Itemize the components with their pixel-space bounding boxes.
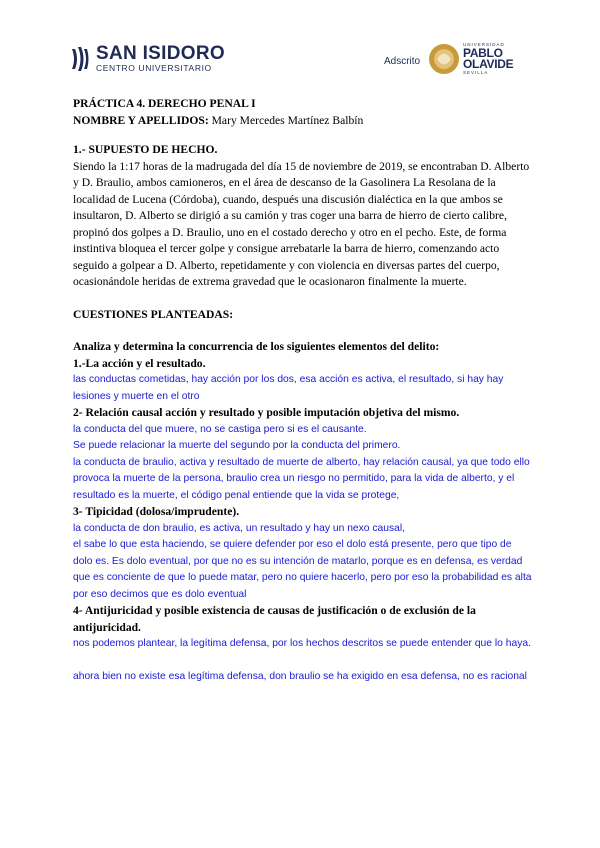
section2-heading: CUESTIONES PLANTEADAS: [73,307,234,321]
answer-2-3: la conducta de braulio, activa y resultado de muerte de alberto, hay relación causal, ya que todo ello provoca la muerte de la persona, braulio crea un riesgo no permitido, para la vida de alberto, y el resultado es la muerte, el código penal entiende que la vida se protege, [73,456,530,501]
san-isidoro-logo [70,44,225,74]
answer-1: las conductas cometidas, hay acción por los dos, esa acción es activa, el resultado, si hay hay lesiones y muerte en el otro [73,374,504,402]
adscrito-label: Adscrito [384,56,421,67]
questions-intro: Analiza y determina la concurrencia de los siguientes elementos del delito: [73,340,440,353]
question-4: 4- Antijuricidad y posible existencia de causas de justificación o de exclusión de la antijuricidad. [73,604,476,634]
name-line [73,113,533,130]
upo-line1: PABLO [463,46,503,60]
doc-title: PRÁCTICA 4. DERECHO PENAL I [73,97,256,110]
name-label: NOMBRE Y APELLIDOS: [73,113,209,127]
name-value: Mary Mercedes Martínez Balbín [211,113,364,127]
answer-4-2: ahora bien no existe esa legítima defensa, don braulio se ha exigido en esa defensa, no es racional [73,670,527,682]
answer-3-2: el sabe lo que esta haciendo, se quiere defender por eso el dolo está presente, pero que tipo de dolo es. Es dolo eventual, por que no es su intención de matarlo, porque es en defensa, es verdad que es conciente de que lo puede matar, pero no quiere hacerlo, pero por eso la probabilidad es alta por eso decimos que es dolo eventual [73,539,532,600]
upo-small-bottom: SEVILLA [463,70,489,75]
logo-name: SAN ISIDORO [96,43,225,64]
logo-subtitle: CENTRO UNIVERSITARIO [96,63,212,73]
answer-2-2: Se puede relacionar la muerte del segundo por la conducta del primero. [73,440,401,451]
document-body [73,96,533,685]
question-3: 3- Tipicidad (dolosa/imprudente). [73,505,240,518]
upo-line2: OLAVIDE [463,57,514,71]
answer-4-1: nos podemos plantear, la legítima defensa, por los hechos descritos se puede entender que lo haya. [73,638,531,649]
answer-3-1: la conducta de don braulio, es activa, un resultado y hay un nexo causal, [73,522,406,534]
section1-text: Siendo la 1:17 horas de la madrugada del día 15 de noviembre de 2019, se encontraban D. Alberto y D. Braulio, ambos camioneros, en el área de descanso de la Gasolinera La Resolana de la localidad de Lucena (Córdoba), cuando, después una discusión dialéctica en la que ambos se insultaron, D. Alberto se dirigió a su camión y tras coger una barra de hierro de cierto calibre, propinó dos golpes a D. Braulio, uno en el costado derecho y otro en el pecho. Este, de forma instintiva bloquea el tercer golpe y consigue arrebatarle la barra de hierro, comenzando acto seguido a golpear a D. Alberto, repetidamente y con violencia en diversas partes del cuerpo, ocasionándole heridas de extrema gravedad que le ocasionaron finalmente la muerte. [73,159,530,288]
san-isidoro-emblem-icon [70,45,90,73]
upo-small-top: UNIVERSIDAD [463,42,505,47]
section1-heading: 1.- SUPUESTO DE HECHO. [73,143,218,156]
upo-emblem-icon [428,42,460,76]
question-2: 2- Relación causal acción y resultado y posible imputación objetiva del mismo. [73,406,460,419]
answer-2-1: la conducta del que muere, no se castiga pero si es el causante. [73,423,367,435]
question-1: 1.-La acción y el resultado. [73,356,206,370]
upo-logo [428,42,513,76]
page-header [0,0,600,95]
